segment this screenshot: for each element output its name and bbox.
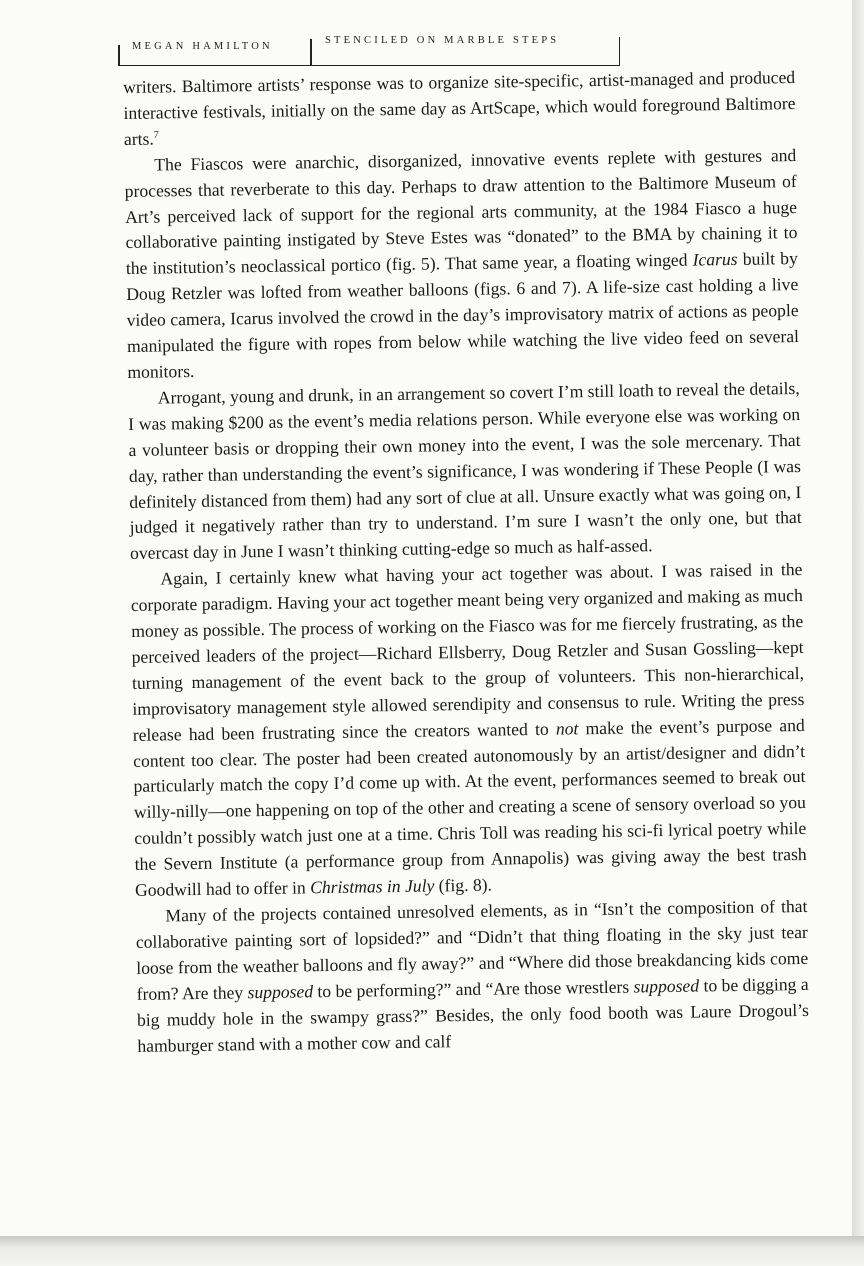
italic-icarus: Icarus	[692, 249, 738, 270]
paragraph-5	[135, 894, 809, 1059]
paragraph-5-text: Many of the projects contained unresolved elements, as in “Isn’t the composition of that collaborative painting sort of lopsided?” and “Didn’t that thing floating in the sky just tear loose from the weather balloons and fly away?” and “Where did those breakdancing kids come from? Are they	[135, 895, 809, 1004]
paragraph-3-text: Arrogant, young and drunk, in an arrangement so covert I’m still loath to reveal the details, I was making $200 as the event’s media relations person. While everyone else was working on a volunteer basis or dropping their own money into the event, I was the sole mercenary. That day, rather than understanding the event’s significance, I was wondering if These People (I was definitely distanced from them) had any sort of clue at all. Unsure exactly what was going on, I judged it negatively rather than try to understand. I’m sure I wasn’t the only one, but that overcast day in June I wasn’t thinking cutting-edge so much as half-assed.	[128, 377, 802, 564]
italic-supposed-1: supposed	[247, 981, 314, 1002]
paragraph-3	[128, 376, 803, 567]
footnote-marker: 7	[153, 129, 159, 141]
page-edge-shadow	[852, 0, 864, 1236]
header-divider	[310, 39, 312, 65]
paragraph-4-rest: make the event’s purpose and content too clear. The poster had been created autonomously by an artist/designer and didn’t particularly match the copy I’d come up with. At the event, performances seemed to break out willy-nilly—one happening on top of the other and creating a scene of sensory overload so you couldn’t possibly watch just one at a time. Chris Toll was reading his sci-fi lyrical poetry while the Severn Institute (a performance group from Annapolis) was giving away the best trash Goodwill had to offer in	[133, 714, 807, 901]
italic-not: not	[555, 717, 579, 739]
running-header	[118, 33, 620, 66]
paragraph-4-text: Again, I certainly knew what having your act together was about. I was raised in the corporate paradigm. Having your act together meant being very organized and making as much money as possible. The process of working on the Fiasco was for me fiercely frustrating, as the perceived leaders of the project—Richard Ellsberry, Doug Retzler and Susan Gossling—kept turning management of the event back to the group of volunteers. This non-hierarchical, improvisatory management style allowed serendipity and consensus to rule. Writing the press release had been frustrating since the creators wanted to	[130, 559, 805, 745]
paragraph-5-mid: to be performing?” and “Are those wrestlers	[312, 976, 634, 1001]
paragraph-2-rest: built by Doug Retzler was lofted from weather balloons (figs. 6 and 7). A life-size cast holding a live video camera, Icarus involved the crowd in the day’s improvisatory matrix of actions as people manipulated the figure with ropes from below while watching the live video feed on several monitors.	[126, 248, 800, 382]
italic-christmas-in-july: Christmas in July	[310, 875, 435, 898]
header-author: MEGAN HAMILTON	[132, 41, 273, 52]
paragraph-1	[123, 65, 796, 153]
paragraph-4-end: (fig. 8).	[434, 874, 493, 896]
header-right-rule	[619, 37, 621, 65]
page-bottom-shadow	[0, 1236, 864, 1266]
header-left-rule	[118, 45, 120, 65]
italic-supposed-2: supposed	[633, 975, 700, 997]
paragraph-4	[130, 557, 807, 904]
body-text	[123, 65, 810, 1059]
header-title: STENCILED ON MARBLE STEPS	[325, 35, 560, 46]
paragraph-1-text: writers. Baltimore artists’ response was to organize site-specific, artist-managed and produced interactive festivals, initially on the same day as ArtScape, which would foreground Baltimore arts.	[123, 67, 796, 149]
paragraph-2	[124, 143, 799, 386]
paragraph-5-end: to be digging a big muddy hole in the swampy grass?” Besides, the only food booth was Laure Drogoul’s hamburger stand with a mother cow and calf	[136, 973, 810, 1056]
paragraph-2-text: The Fiascos were anarchic, disorganized, innovative events replete with gestures and processes that reverberate to this day. Perhaps to draw attention to the Baltimore Museum of Art’s perceived lack of support for the regional arts community, at the 1984 Fiasco a huge collaborative painting instigated by Steve Estes was “donated” to the BMA by chaining it to the institution’s neoclassical portico (fig. 5). That same year, a floating winged	[124, 144, 798, 279]
